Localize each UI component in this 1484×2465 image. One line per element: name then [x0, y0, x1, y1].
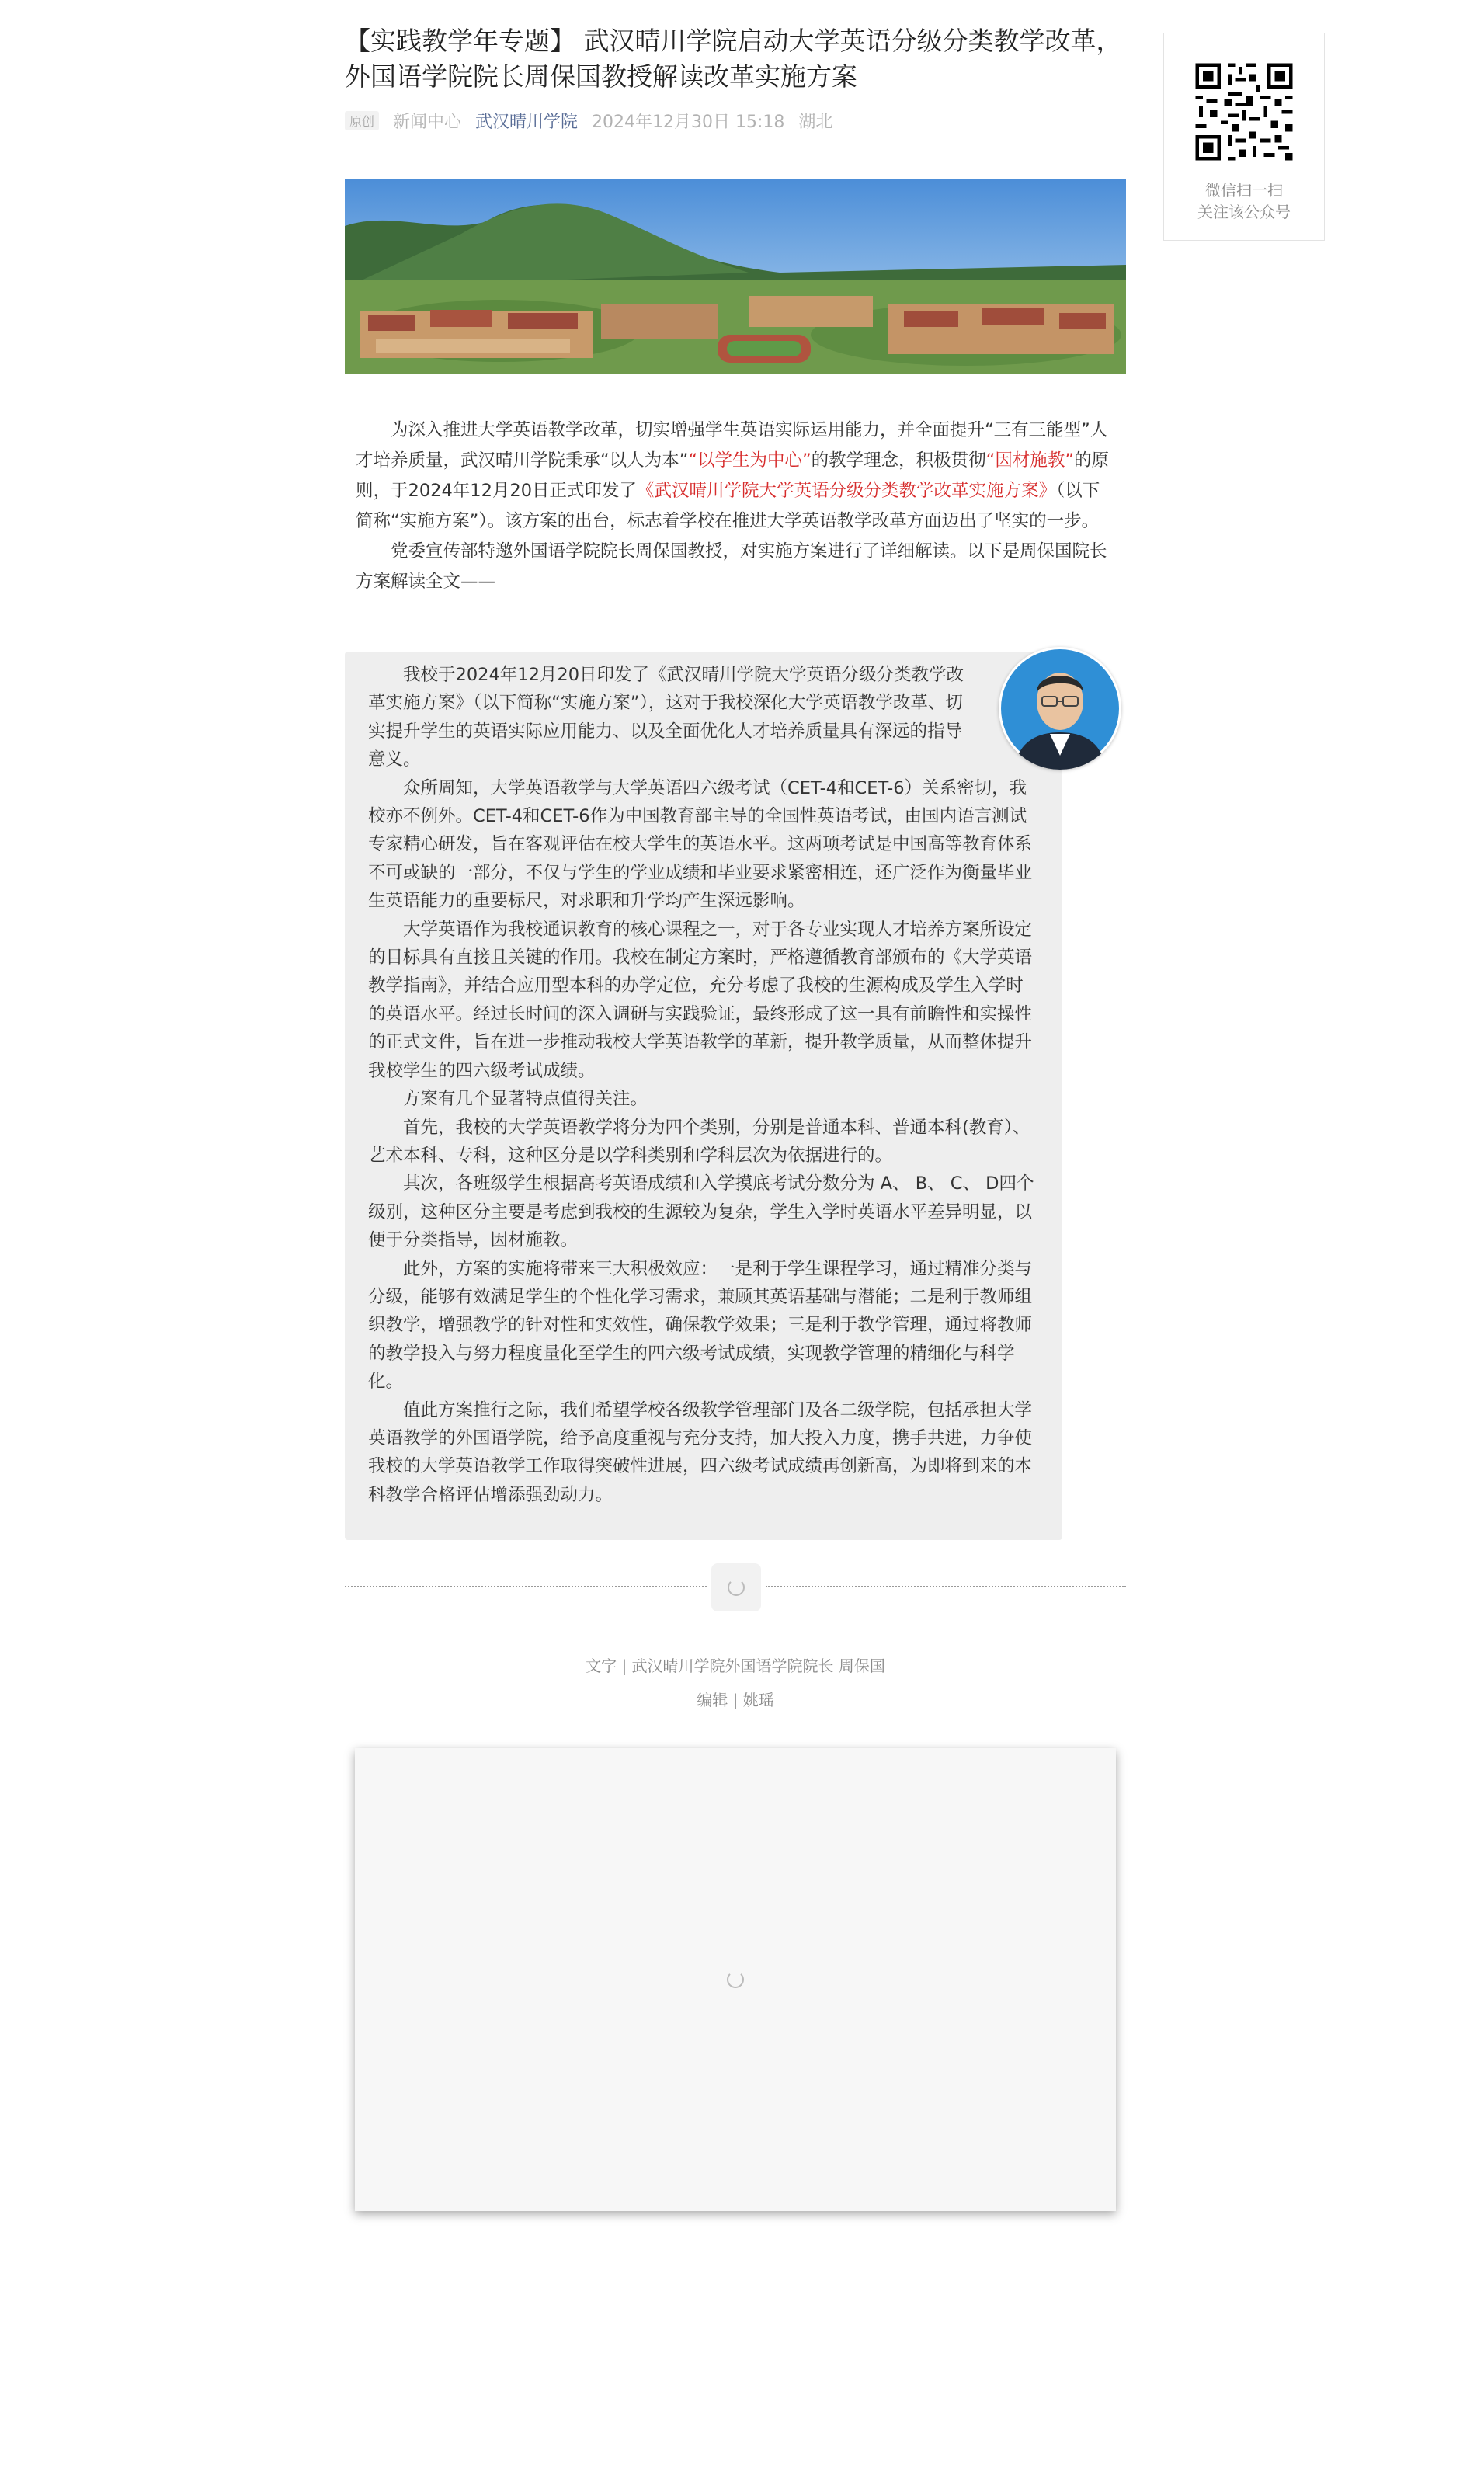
divider-line-right [766, 1586, 1126, 1587]
interpretation-box [345, 652, 1062, 1540]
divider-line-left [345, 1586, 707, 1587]
highlight-text: “以学生为中心” [688, 450, 812, 471]
interpretation-paragraph: 值此方案推行之际，我们希望学校各级教学管理部门及各二级学院，包括承担大学英语教学的外国语学院，给予高度重视与充分支持，加大投入力度，携手共进，力争使我校的大学英语教学工作取得突破性进展，四六级考试成绩再创新高，为即将到来的本科教学合格评估增添强劲动力。 [368, 1399, 1033, 1505]
campus-aerial-image [345, 179, 1126, 374]
section-divider [345, 1563, 1126, 1610]
intro-section [345, 415, 1126, 597]
interpretation-paragraph: 方案有几个显著特点值得关注。 [403, 1089, 648, 1110]
qr-code-card [1163, 33, 1325, 241]
highlight-text: 《武汉晴川学院大学英语分级分类教学改革实施方案》 [637, 481, 1057, 501]
avatar-portrait-icon [999, 647, 1121, 770]
source-label: 新闻中心 [393, 113, 462, 132]
loading-image-placeholder [711, 1563, 761, 1611]
campus-aerial-illustration [345, 179, 1126, 374]
article [345, 23, 1126, 2211]
interpretation-paragraph: 其次，各班级学生根据高考英语成绩和入学摸底考试分数分为 A、 B、 C、 D四个级别，这种区分主要是考虑到我校的生源较为复杂，学生入学时英语水平差异明显，以便于分类指导，因材施教。 [368, 1173, 1034, 1251]
article-meta [345, 109, 1126, 133]
author-credit: 文字 | 武汉晴川学院外国语学院院长 周保国 [586, 1657, 885, 1676]
interpretation-paragraph: 此外，方案的实施将带来三大积极效应：一是利于学生课程学习，通过精准分类与分级，能够有效满足学生的个性化学习需求，兼顾其英语基础与潜能；二是利于教师组织教学，增强教学的针对性和实效性，确保教学效果；三是利于教学管理，通过将教师的教学投入与努力程度量化至学生的四六级考试成绩，实现教学管理的精细化与科学化。 [368, 1258, 1033, 1392]
interpretation-paragraph: 众所周知，大学英语教学与大学英语四六级考试（CET-4和CET-6）关系密切，我校亦不例外。CET-4和CET-6作为中国教育部主导的全国性英语考试，由国内语言测试专家精心研发，旨在客观评估在校大学生的英语水平。这两项考试是中国高等教育体系不可或缺的一部分，不仅与学生的学业成绩和毕业要求紧密相连，还广泛作为衡量毕业生英语能力的重要标尺，对求职和升学均产生深远影响。 [368, 777, 1033, 912]
original-badge: 原创 [345, 111, 379, 130]
highlight-text: “因材施教” [985, 450, 1074, 471]
qr-caption [1164, 179, 1324, 223]
intro-text: 的教学理念，积极贯彻 [811, 450, 986, 471]
loading-spinner-icon [727, 1971, 744, 1988]
intro-text: 的原则，于2024年12月20日正式印发了 [356, 450, 1110, 501]
intro-text: 为深入推进大学英语教学改革，切实增强学生英语实际运用能力，并全面提升“三有三能型”人才培养质量，武汉晴川学院秉承“以人为本” [356, 420, 1108, 471]
intro-paragraph-2: 党委宣传部特邀外国语学院院长周保国教授，对实施方案进行了详细解读。以下是周保国院长方案解读全文—— [356, 541, 1107, 592]
speaker-avatar [999, 647, 1121, 770]
account-name-link[interactable]: 武汉晴川学院 [475, 113, 579, 132]
publish-time: 2024年12月30日 15:18 [592, 113, 785, 132]
interpretation-paragraph: 我校于2024年12月20日印发了《武汉晴川学院大学英语分级分类教学改革实施方案》（以下简称“实施方案”），这对于我校深化大学英语教学改革、切实提升学生的英语实际应用能力、以及全面优化人才培养质量具有深远的指导意义。 [368, 665, 964, 770]
article-title: 【实践教学年专题】 武汉晴川学院启动大学英语分级分类教学改革，外国语学院院长周保国教授解读改革实施方案 [345, 26, 1122, 92]
editor-credit: 编辑 | 姚瑶 [697, 1691, 774, 1710]
loading-spinner-icon [728, 1579, 745, 1596]
intro-paragraph-1 [356, 415, 1115, 537]
intro-text: （以下简称“实施方案”）。该方案的出台，标志着学校在推进大学英语教学改革方面迈出了坚实的一步。 [356, 481, 1100, 531]
interpretation-paragraph: 首先，我校的大学英语教学将分为四个类别，分别是普通本科、普通本科(教育）、艺术本科、专科，这种区分是以学科类别和学科层次为依据进行的。 [368, 1117, 1030, 1166]
interpretation-paragraph: 大学英语作为我校通识教育的核心课程之一，对于各专业实现人才培养方案所设定的目标具有直接且关键的作用。我校在制定方案时，严格遵循教育部颁布的《大学英语教学指南》，并结合应用型本科的办学定位，充分考虑了我校的生源构成及学生入学时的英语水平。经过长时间的深入调研与实践验证，最终形成了这一具有前瞻性和实操性的正式文件，旨在进一步推动我校大学英语教学的革新，提升教学质量，从而整体提升我校学生的四六级考试成绩。 [368, 919, 1033, 1081]
qr-caption-line1: 微信扫一扫 [1205, 181, 1283, 200]
publish-location: 湖北 [798, 113, 833, 132]
qr-caption-line2: 关注该公众号 [1197, 203, 1291, 221]
qr-code-icon [1192, 60, 1296, 164]
credits [345, 1649, 1126, 1717]
embedded-media-placeholder[interactable] [355, 1748, 1116, 2211]
